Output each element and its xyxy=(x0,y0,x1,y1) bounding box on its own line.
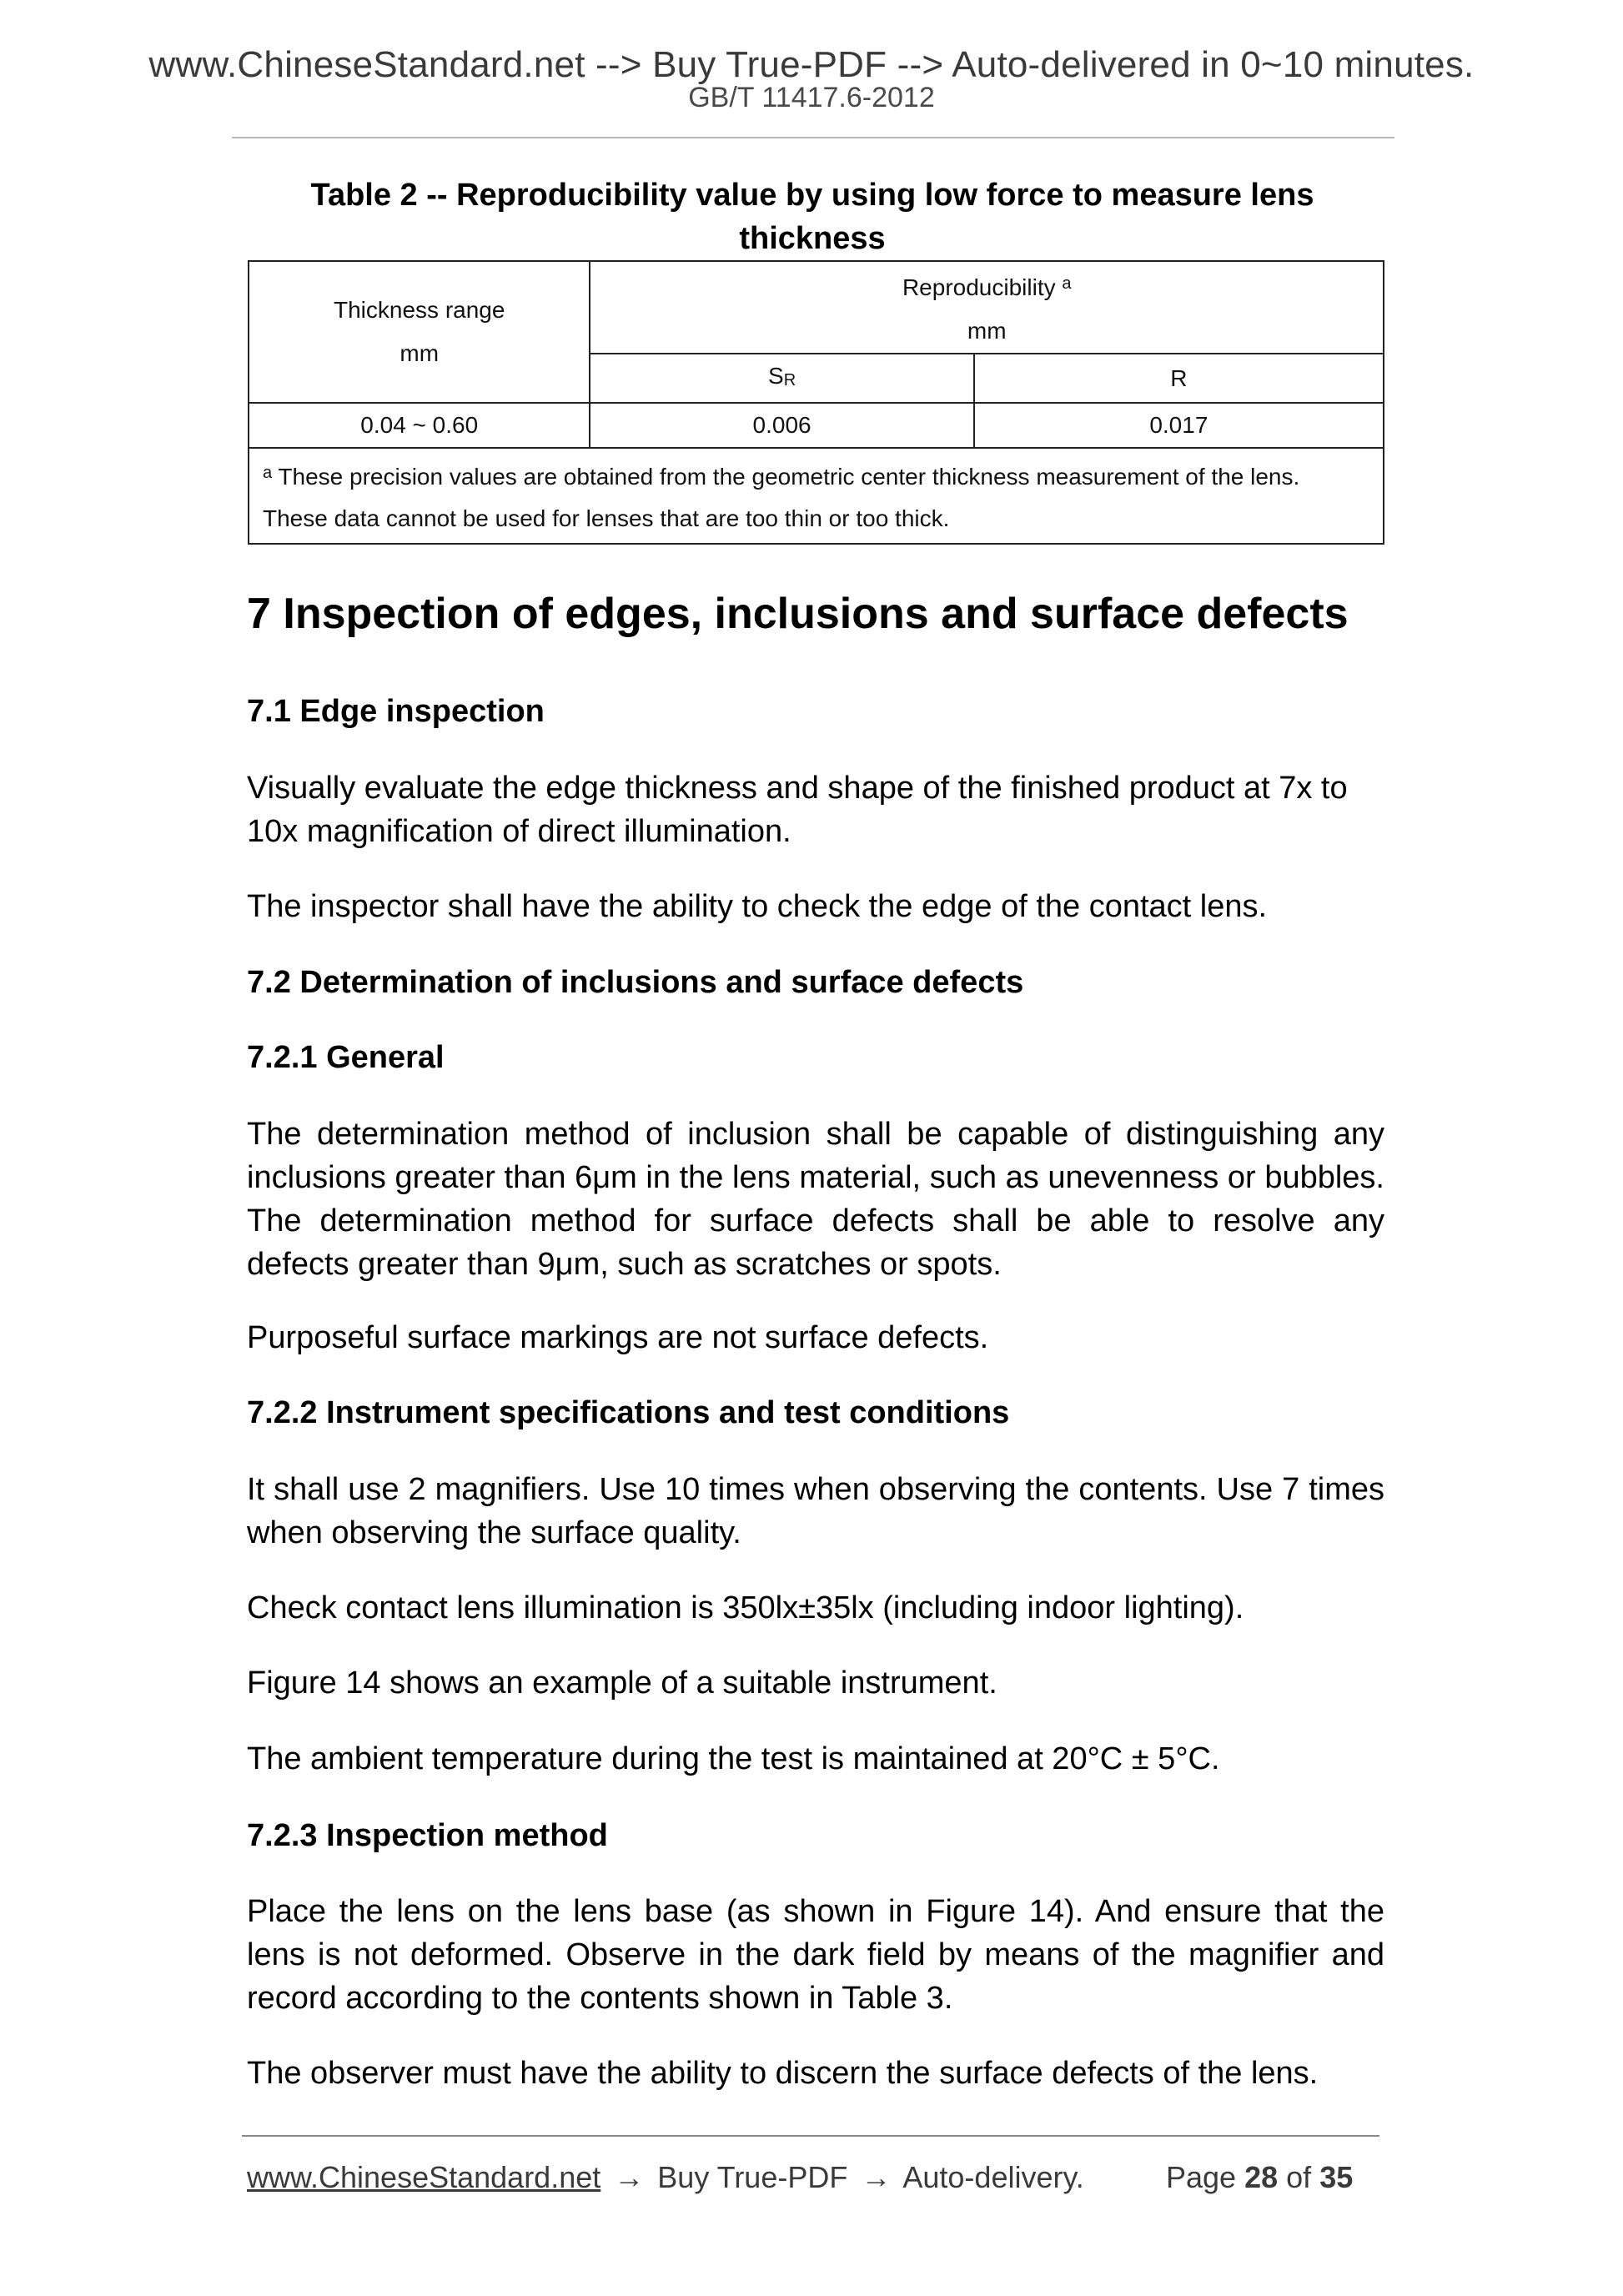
cell-r: 0.017 xyxy=(974,403,1384,448)
section-7-2-3-paragraph-1: Place the lens on the lens base (as shown in Figure 14). And ensure that the lens is not deformed. Observe in the dark field by means of the magnifier and record according to the contents shown in Table 3. xyxy=(247,1894,1384,2016)
note-text-1: These precision values are obtained from the geometric center thickness measurement of the lens. xyxy=(278,464,1300,490)
header-range-unit: mm xyxy=(399,340,440,366)
table-header-row xyxy=(249,261,1384,354)
header-repro-label: Reproducibility xyxy=(902,274,1056,300)
section-7-1-paragraph-2: The inspector shall have the ability to check the edge of the contact lens. xyxy=(247,889,1268,924)
note-mark: a xyxy=(263,464,273,482)
section-7-2-2-paragraph-2: Check contact lens illumination is 350lx±35lx (including indoor lighting). xyxy=(247,1590,1244,1625)
table-row xyxy=(249,403,1384,448)
section-7-2-3-heading: 7.2.3 Inspection method xyxy=(247,1818,608,1853)
section-7-2-1-heading: 7.2.1 General xyxy=(247,1040,445,1075)
right-arrow-icon: → xyxy=(861,2160,892,2194)
section-7-2-1-paragraph-2: Purposeful surface markings are not surface defects. xyxy=(247,1320,989,1355)
cell-range: 0.04 ~ 0.60 xyxy=(249,403,590,448)
right-arrow-icon: → xyxy=(614,2160,645,2194)
footer-divider xyxy=(242,2135,1379,2137)
page-total: 35 xyxy=(1319,2160,1354,2194)
header-divider xyxy=(232,137,1394,138)
sr-symbol: S xyxy=(768,363,784,389)
footer-purchase-line xyxy=(247,2158,1084,2197)
footer-buy-text: Buy True-PDF xyxy=(657,2160,848,2194)
section-7-2-1-paragraph-1: The determination method of inclusion shall be capable of distinguishing any inclusions greater than 6μm in the lens material, such as unevenness or bubbles. The determination method for surface defects shall be able to resolve any defects greater than 9μm, such as scratches or spots. xyxy=(247,1117,1384,1282)
table-caption: Table 2 -- Reproducibility value by using low force to measure lens thickness xyxy=(310,178,1314,256)
footer-delivery-text: Auto-delivery. xyxy=(902,2160,1084,2194)
section-7-2-2-paragraph-4: The ambient temperature during the test is maintained at 20°C ± 5°C. xyxy=(247,1741,1220,1776)
section-7-heading: 7 Inspection of edges, inclusions and surface defects xyxy=(247,590,1349,638)
subheader-sr xyxy=(590,354,973,403)
subheader-r: R xyxy=(974,354,1384,403)
standard-code: GB/T 11417.6-2012 xyxy=(688,82,935,113)
note-line-2: These data cannot be used for lenses that are too thin or too thick. xyxy=(263,505,950,531)
header-thickness-range xyxy=(249,261,590,403)
header-range-label: Thickness range xyxy=(334,297,505,323)
header-repro-unit: mm xyxy=(967,318,1007,344)
page-number: 28 xyxy=(1244,2160,1279,2194)
section-7-2-3-paragraph-2: The observer must have the ability to discern the surface defects of the lens. xyxy=(247,2056,1319,2091)
table-note-row xyxy=(249,448,1384,544)
section-7-2-2-heading: 7.2.2 Instrument specifications and test conditions xyxy=(247,1395,1010,1430)
reproducibility-table xyxy=(248,260,1384,545)
table-note xyxy=(249,448,1384,544)
section-7-1-paragraph-1: Visually evaluate the edge thickness and shape of the finished product at 7x to 10x magnification of direct illumination. xyxy=(247,771,1348,849)
of-word: of xyxy=(1286,2160,1312,2194)
sr-subscript: R xyxy=(783,371,796,389)
header-repro-note-mark: a xyxy=(1062,274,1072,293)
cell-sr: 0.006 xyxy=(590,403,973,448)
footer-site-link[interactable]: www.ChineseStandard.net xyxy=(247,2160,601,2194)
section-7-2-2-paragraph-1: It shall use 2 magnifiers. Use 10 times when observing the contents. Use 7 times when observing the surface quality. xyxy=(247,1472,1384,1550)
header-reproducibility xyxy=(590,261,1384,354)
section-7-1-heading: 7.1 Edge inspection xyxy=(247,694,545,729)
section-7-2-heading: 7.2 Determination of inclusions and surface defects xyxy=(247,965,1024,1000)
header-repro-line xyxy=(590,262,1383,309)
site-banner: www.ChineseStandard.net --> Buy True-PDF --> Auto-delivered in 0~10 minutes. xyxy=(148,44,1475,85)
note-line-1 xyxy=(263,452,1369,498)
page-indicator xyxy=(1166,2158,1353,2197)
page-word: Page xyxy=(1166,2160,1237,2194)
section-7-2-2-paragraph-3: Figure 14 shows an example of a suitable instrument. xyxy=(247,1665,997,1701)
